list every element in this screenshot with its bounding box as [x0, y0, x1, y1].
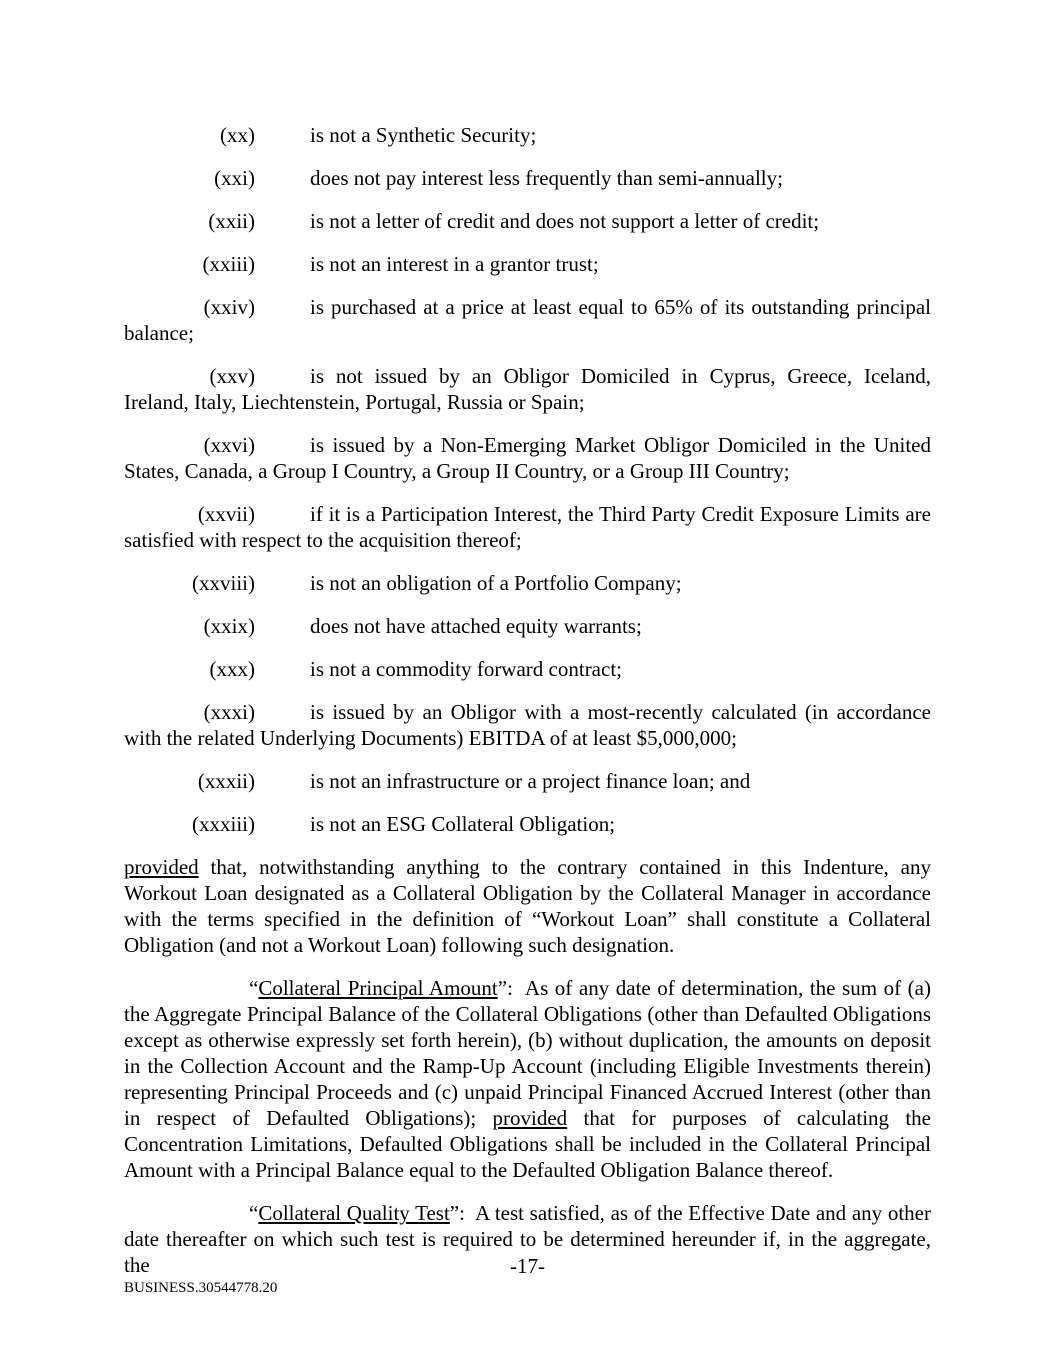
clause-number: (xxvi): [203, 433, 255, 457]
clause-item: [124, 294, 931, 346]
clause-number: (xxvii): [197, 502, 255, 526]
clause-number: (xxi): [214, 166, 255, 190]
page-content: [124, 122, 931, 1295]
text-segment: that for purposes of calculating the Concentration Limitations, Defaulted Obligations shall be included in the Collateral Principal Amount with a Principal Balance equal to the Defaulted Obligation Balance thereof.: [124, 1106, 932, 1182]
text-segment: ”: A test satisfied, as of the Effective Date and any other date thereafter on which such test is required to be determined hereunder if, in the aggregate, the: [124, 1201, 931, 1277]
clause-item: [124, 768, 931, 794]
text-segment: “: [249, 976, 259, 1000]
underlined-term: Collateral Principal Amount: [258, 976, 498, 1000]
clause-item: [124, 363, 931, 415]
clause-text: is not an obligation of a Portfolio Company;: [310, 571, 682, 595]
clause-item: [124, 811, 931, 837]
clause-text: is purchased at a price at least equal to 65% of its outstanding principal balance;: [124, 295, 931, 345]
clause-text: is not issued by an Obligor Domiciled in Cyprus, Greece, Iceland, Ireland, Italy, Liechtenstein, Portugal, Russia or Spain;: [124, 364, 931, 414]
document-id: BUSINESS.30544778.20: [124, 1280, 278, 1296]
clause-text: is not an infrastructure or a project finance loan; and: [310, 769, 751, 793]
clause-number: (xxxiii): [192, 812, 255, 836]
clause-text: if it is a Participation Interest, the Third Party Credit Exposure Limits are satisfied with respect to the acquisition thereof;: [124, 502, 931, 552]
underlined-term: provided: [492, 1106, 568, 1130]
clause-text: is not a commodity forward contract;: [310, 657, 622, 681]
clause-number: (xxx): [209, 657, 255, 681]
clause-item: [124, 208, 931, 234]
clause-text: is issued by an Obligor with a most-recently calculated (in accordance with the related Underlying Documents) EBITDA of at least $5,000,000;: [124, 700, 931, 750]
clause-item: [124, 251, 931, 277]
text-segment: that, notwithstanding anything to the contrary contained in this Indenture, any Workout Loan designated as a Collateral Obligation by the Collateral Manager in accordance with the terms specified in the definition of “Workout Loan” shall constitute a Collateral Obligation (and not a Workout Loan) following such designation.: [124, 855, 931, 957]
clause-number: (xxiii): [202, 252, 255, 276]
clause-text: is not an interest in a grantor trust;: [310, 252, 599, 276]
clause-item: [124, 501, 931, 553]
clause-text: is not a Synthetic Security;: [310, 123, 537, 147]
text-segment: ”: As of any date of determination, the sum of (a) the Aggregate Principal Balance of the Collateral Obligations (other than Defaulted Obligations except as otherwise expressly set forth herein), (b) without duplication, the amounts on deposit in the Collection Account and the Ramp-Up Account (including Eligible Investments therein) representing Principal Proceeds and (c) unpaid Principal Financed Accrued Interest (other than in respect of Defaulted Obligations);: [124, 976, 931, 1130]
clause-number: (xxviii): [192, 571, 255, 595]
text-segment: “: [249, 1201, 259, 1225]
definition-collateral-principal-amount: [124, 975, 931, 1183]
clause-text: does not have attached equity warrants;: [310, 614, 642, 638]
clause-number: (xxix): [203, 614, 255, 638]
clause-number: (xxv): [209, 364, 255, 388]
underlined-term: provided: [124, 855, 199, 879]
clause-text: is not an ESG Collateral Obligation;: [310, 812, 616, 836]
clause-item: [124, 656, 931, 682]
clause-number: (xxxi): [203, 700, 255, 724]
clause-item: [124, 122, 931, 148]
clause-item: [124, 613, 931, 639]
underlined-term: Collateral Quality Test: [258, 1201, 450, 1225]
page-number: -17-: [510, 1254, 545, 1278]
clause-text: is issued by a Non-Emerging Market Obligor Domiciled in the United States, Canada, a Group I Country, a Group II Country, or a Group III Country;: [124, 433, 931, 483]
clause-text: does not pay interest less frequently than semi-annually;: [310, 166, 783, 190]
clause-number: (xxii): [208, 209, 255, 233]
proviso-paragraph: [124, 854, 931, 958]
clause-number: (xxxii): [197, 769, 255, 793]
clause-number: (xx): [220, 123, 255, 147]
clause-item: [124, 432, 931, 484]
clause-item: [124, 699, 931, 751]
clause-item: [124, 570, 931, 596]
clause-list: [124, 122, 931, 837]
clause-text: is not a letter of credit and does not support a letter of credit;: [310, 209, 820, 233]
clause-item: [124, 165, 931, 191]
clause-number: (xxiv): [203, 295, 255, 319]
